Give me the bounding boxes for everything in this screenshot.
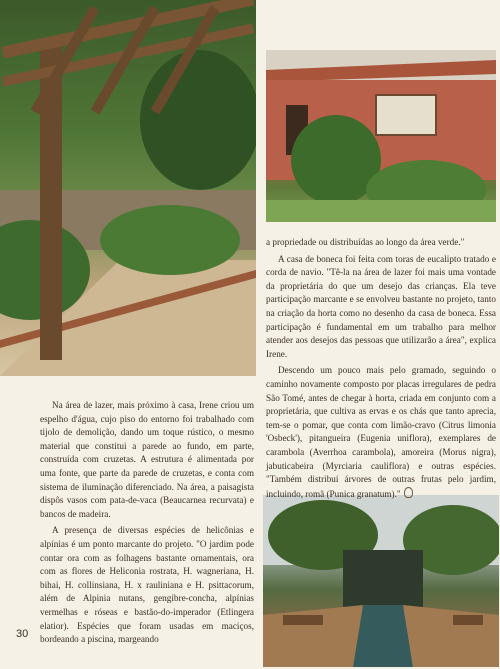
photo-house bbox=[266, 50, 496, 222]
right-paragraph-1: a propriedade ou distribuídas ao longo da área verde." bbox=[266, 237, 465, 247]
right-paragraph-3-text: Descendo um pouco mais pelo gramado, seguindo o caminho novamente composto por placas irregulares de pedra São Tomé, antes de chegar à horta, criada em conjunto com a proprietária, que cultiva as ervas e os chás que tanto aprecia, tem-se o pomar, que conta com limão-cravo (Citrus limonia 'Osbeck'), pitangueira (Eugenia uniflora), exemplares de carambola (Averrhoa carambola), amoreira (Morus nigra), jabuticabeira (Myrciaria cauliflora) e outras espécies. "Também distribuí árvores de outras frutas pelo jardim, incluindo, romã (Punica granatum)." bbox=[266, 365, 496, 499]
page-number: 30 bbox=[16, 628, 29, 640]
left-paragraph-1: Na área de lazer, mais próximo à casa, Irene criou um espelho d'água, cujo piso do entorno foi trabalhado com tijolo de demolição, dando um toque rústico, o mesmo material que constitui a parede ao fundo, em parte, construída com cruzetas. A estrutura é alimentada por uma fonte, que parte da parede de cruzetas, e conta com sistema de iluminação diferenciado. Na área, a paisagista dispôs vasos com pata-de-vaca (Beaucarnea recurvata) e bancos de madeira. bbox=[40, 400, 254, 519]
left-text-column bbox=[40, 399, 254, 650]
right-paragraph-3 bbox=[266, 364, 496, 501]
photo-pool bbox=[263, 495, 499, 667]
end-mark-icon bbox=[404, 487, 413, 498]
photo-pergola bbox=[0, 0, 256, 376]
right-text-column bbox=[266, 236, 496, 504]
left-paragraph-2: A presença de diversas espécies de helicônias e alpínias é um ponto marcante do projeto. "O jardim pode contar ora com as folhagens bastante ornamentais, ora com as flores de Heliconia rostrata, H. wagneriana, H. bihai, H. collinsiana, H. x rauliniana e H. psittacorum, além de Alpinia nutans, gengibre-concha, alpínias vermelhas e róseas e bastão-do-imperador (Etlingera elatior). Espécies que foram usadas em maciços, bordeando a piscina, margeando bbox=[40, 525, 254, 645]
right-paragraph-2: A casa de boneca foi feita com toras de eucalipto tratado e corda de navio. "Tê-la na área de lazer foi mais uma vontade da proprietária do que um desejo das crianças. Ela teve participação marcante e se envolveu bastante no projeto, tanto na criação da horta como no desenho da casa de boneca. Essa participação é fundamental em um trabalho para melhor atender aos desejos das pessoas que utilizarão a área", explica Irene. bbox=[266, 253, 496, 359]
